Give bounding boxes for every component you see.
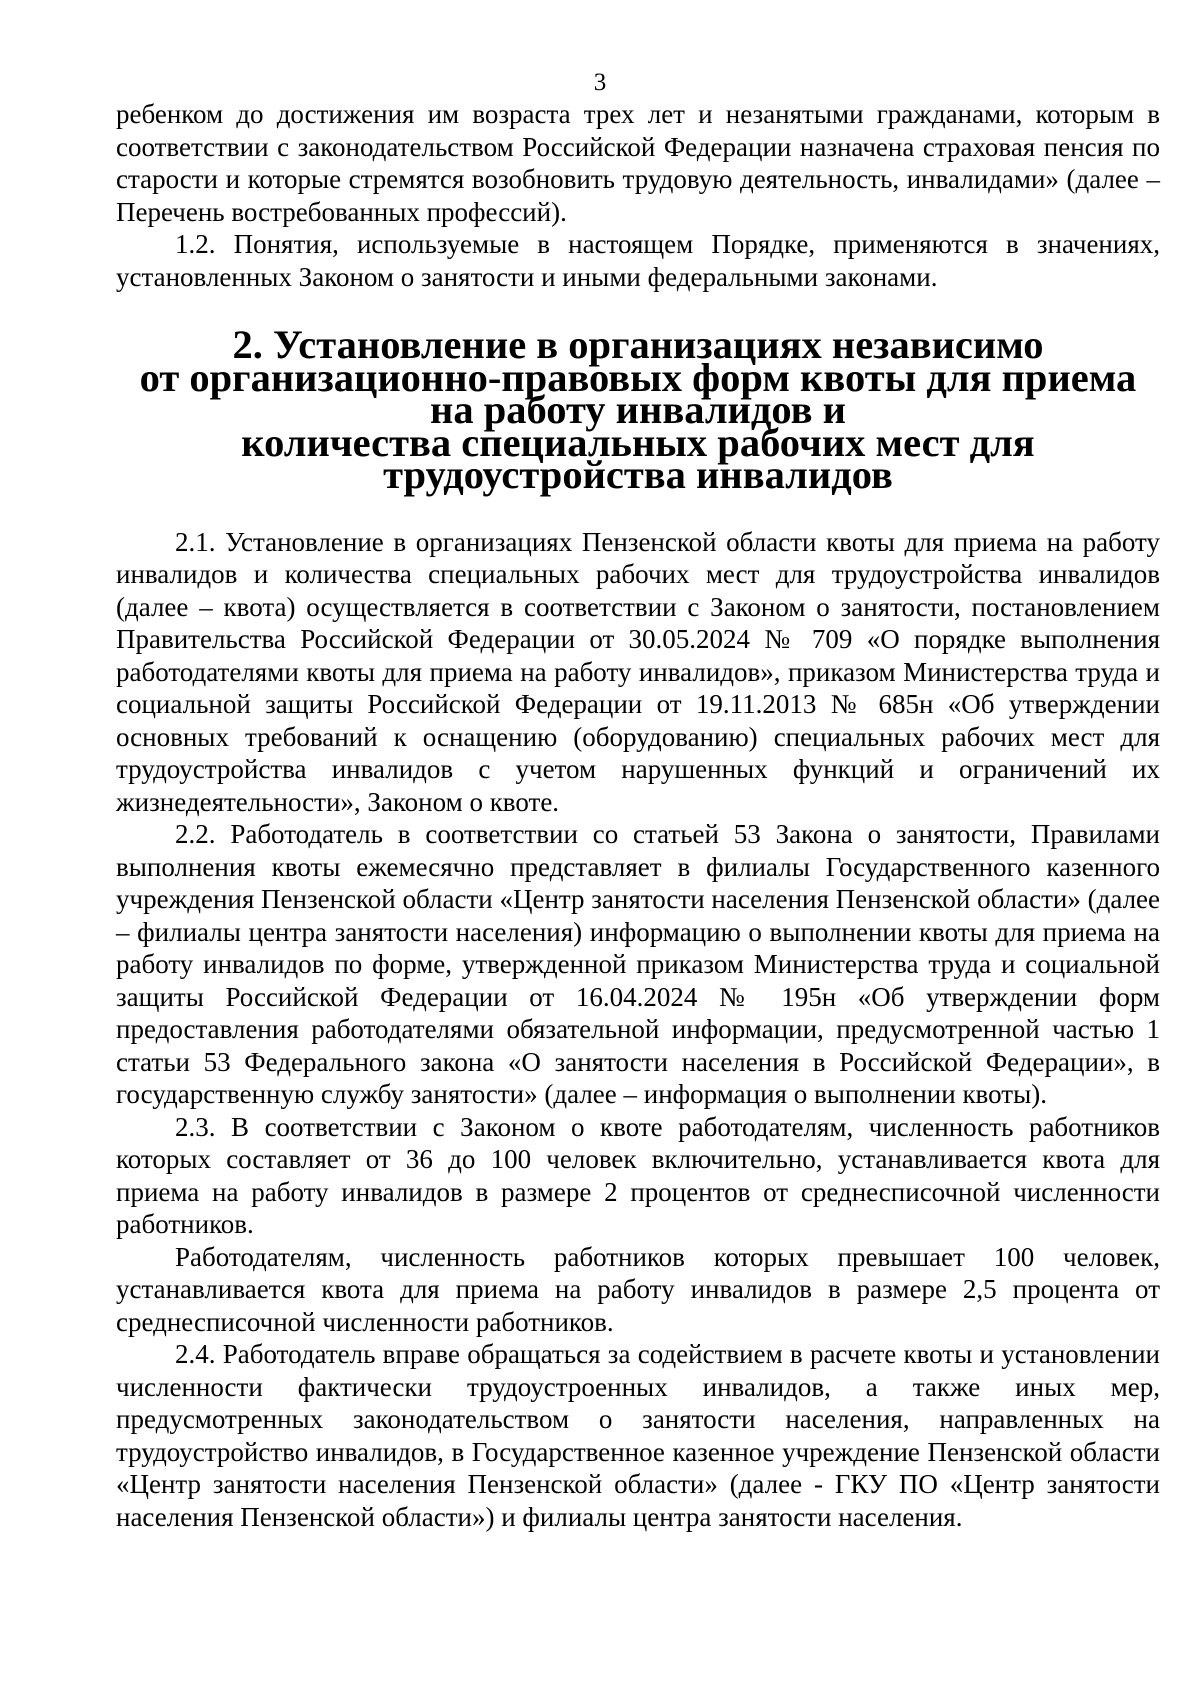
section-2-heading-line: от организационно-правовых форм квоты для приема на работу инвалидов и (139, 354, 1137, 432)
paragraph-2-3-continued: Работодателям, численность работников которых превышает 100 человек, устанавливается квота для приема на работу инвалидов в размере 2,5 процента от среднесписочной численности работников. (116, 1241, 1160, 1337)
page-number: 3 (593, 69, 607, 96)
paragraph-2-4: 2.4. Работодатель вправе обращаться за содействием в расчете квоты и установлении численности фактически трудоустроенных инвалидов, а также иных мер, предусмотренных законодательством о занятости населения, направленных на трудоустройство инвалидов, в Государственное казенное учреждение Пензенской области «Центр занятости населения Пензенской области» (далее - ГКУ ПО «Центр занятости населения Пензенской области») и филиалы центра занятости населения. (116, 1339, 1160, 1532)
section-2-heading-line: количества специальных рабочих мест для трудоустройства инвалидов (241, 419, 1035, 497)
paragraph-2-3: 2.3. В соответствии с Законом о квоте работодателям, численность работников которых составляет от 36 до 100 человек включительно, устанавливается квота для приема на работу инвалидов в размере 2 процентов от среднесписочной численности работников. (116, 1111, 1160, 1239)
paragraph-continuation: ребенком до достижения им возраста трех лет и незанятыми гражданами, которым в соответствии с законодательством Российской Федерации назначена страховая пенсия по старости и которые стремятся возобновить трудовую деятельность, инвалидами» (далее – Перечень востребованных профессий). (116, 99, 1160, 227)
paragraph-2-1: 2.1. Установление в организациях Пензенской области квоты для приема на работу инвалидов и количества специальных рабочих мест для трудоустройства инвалидов (далее – квота) осуществляется в соответствии с Законом о занятости, постановлением Правительства Российской Федерации от 30.05.2024 № 709 «О порядке выполнения работодателями квоты для приема на работу инвалидов», приказом Министерства труда и социальной защиты Российской Федерации от 19.11.2013 № 685н «Об утверждении основных требований к оснащению (оборудованию) специальных рабочих мест для трудоустройства инвалидов с учетом нарушенных функций и ограничений их жизнедеятельности», Законом о квоте. (116, 526, 1160, 817)
section-2-heading-line: 2. Установление в организациях независимо (232, 322, 1044, 367)
document-body (116, 98, 1160, 1533)
paragraph-1-2: 1.2. Понятия, используемые в настоящем Порядке, применяются в значениях, установленных Законом о занятости и иными федеральными законами. (116, 229, 1160, 292)
section-2-heading (116, 322, 1160, 497)
paragraph-2-2: 2.2. Работодатель в соответствии со статьей 53 Закона о занятости, Правилами выполнения квоты ежемесячно представляет в филиалы Государственного казенного учреждения Пензенской области «Центр занятости населения Пензенской области» (далее – филиалы центра занятости населения) информацию о выполнении квоты для приема на работу инвалидов по форме, утвержденной приказом Министерства труда и социальной защиты Российской Федерации от 16.04.2024 № 195н «Об утверждении форм предоставления работодателями обязательной информации, предусмотренной частью 1 статьи 53 Федерального закона «О занятости населения в Российской Федерации», в государственную службу занятости» (далее – информация о выполнении квоты). (116, 819, 1161, 1109)
